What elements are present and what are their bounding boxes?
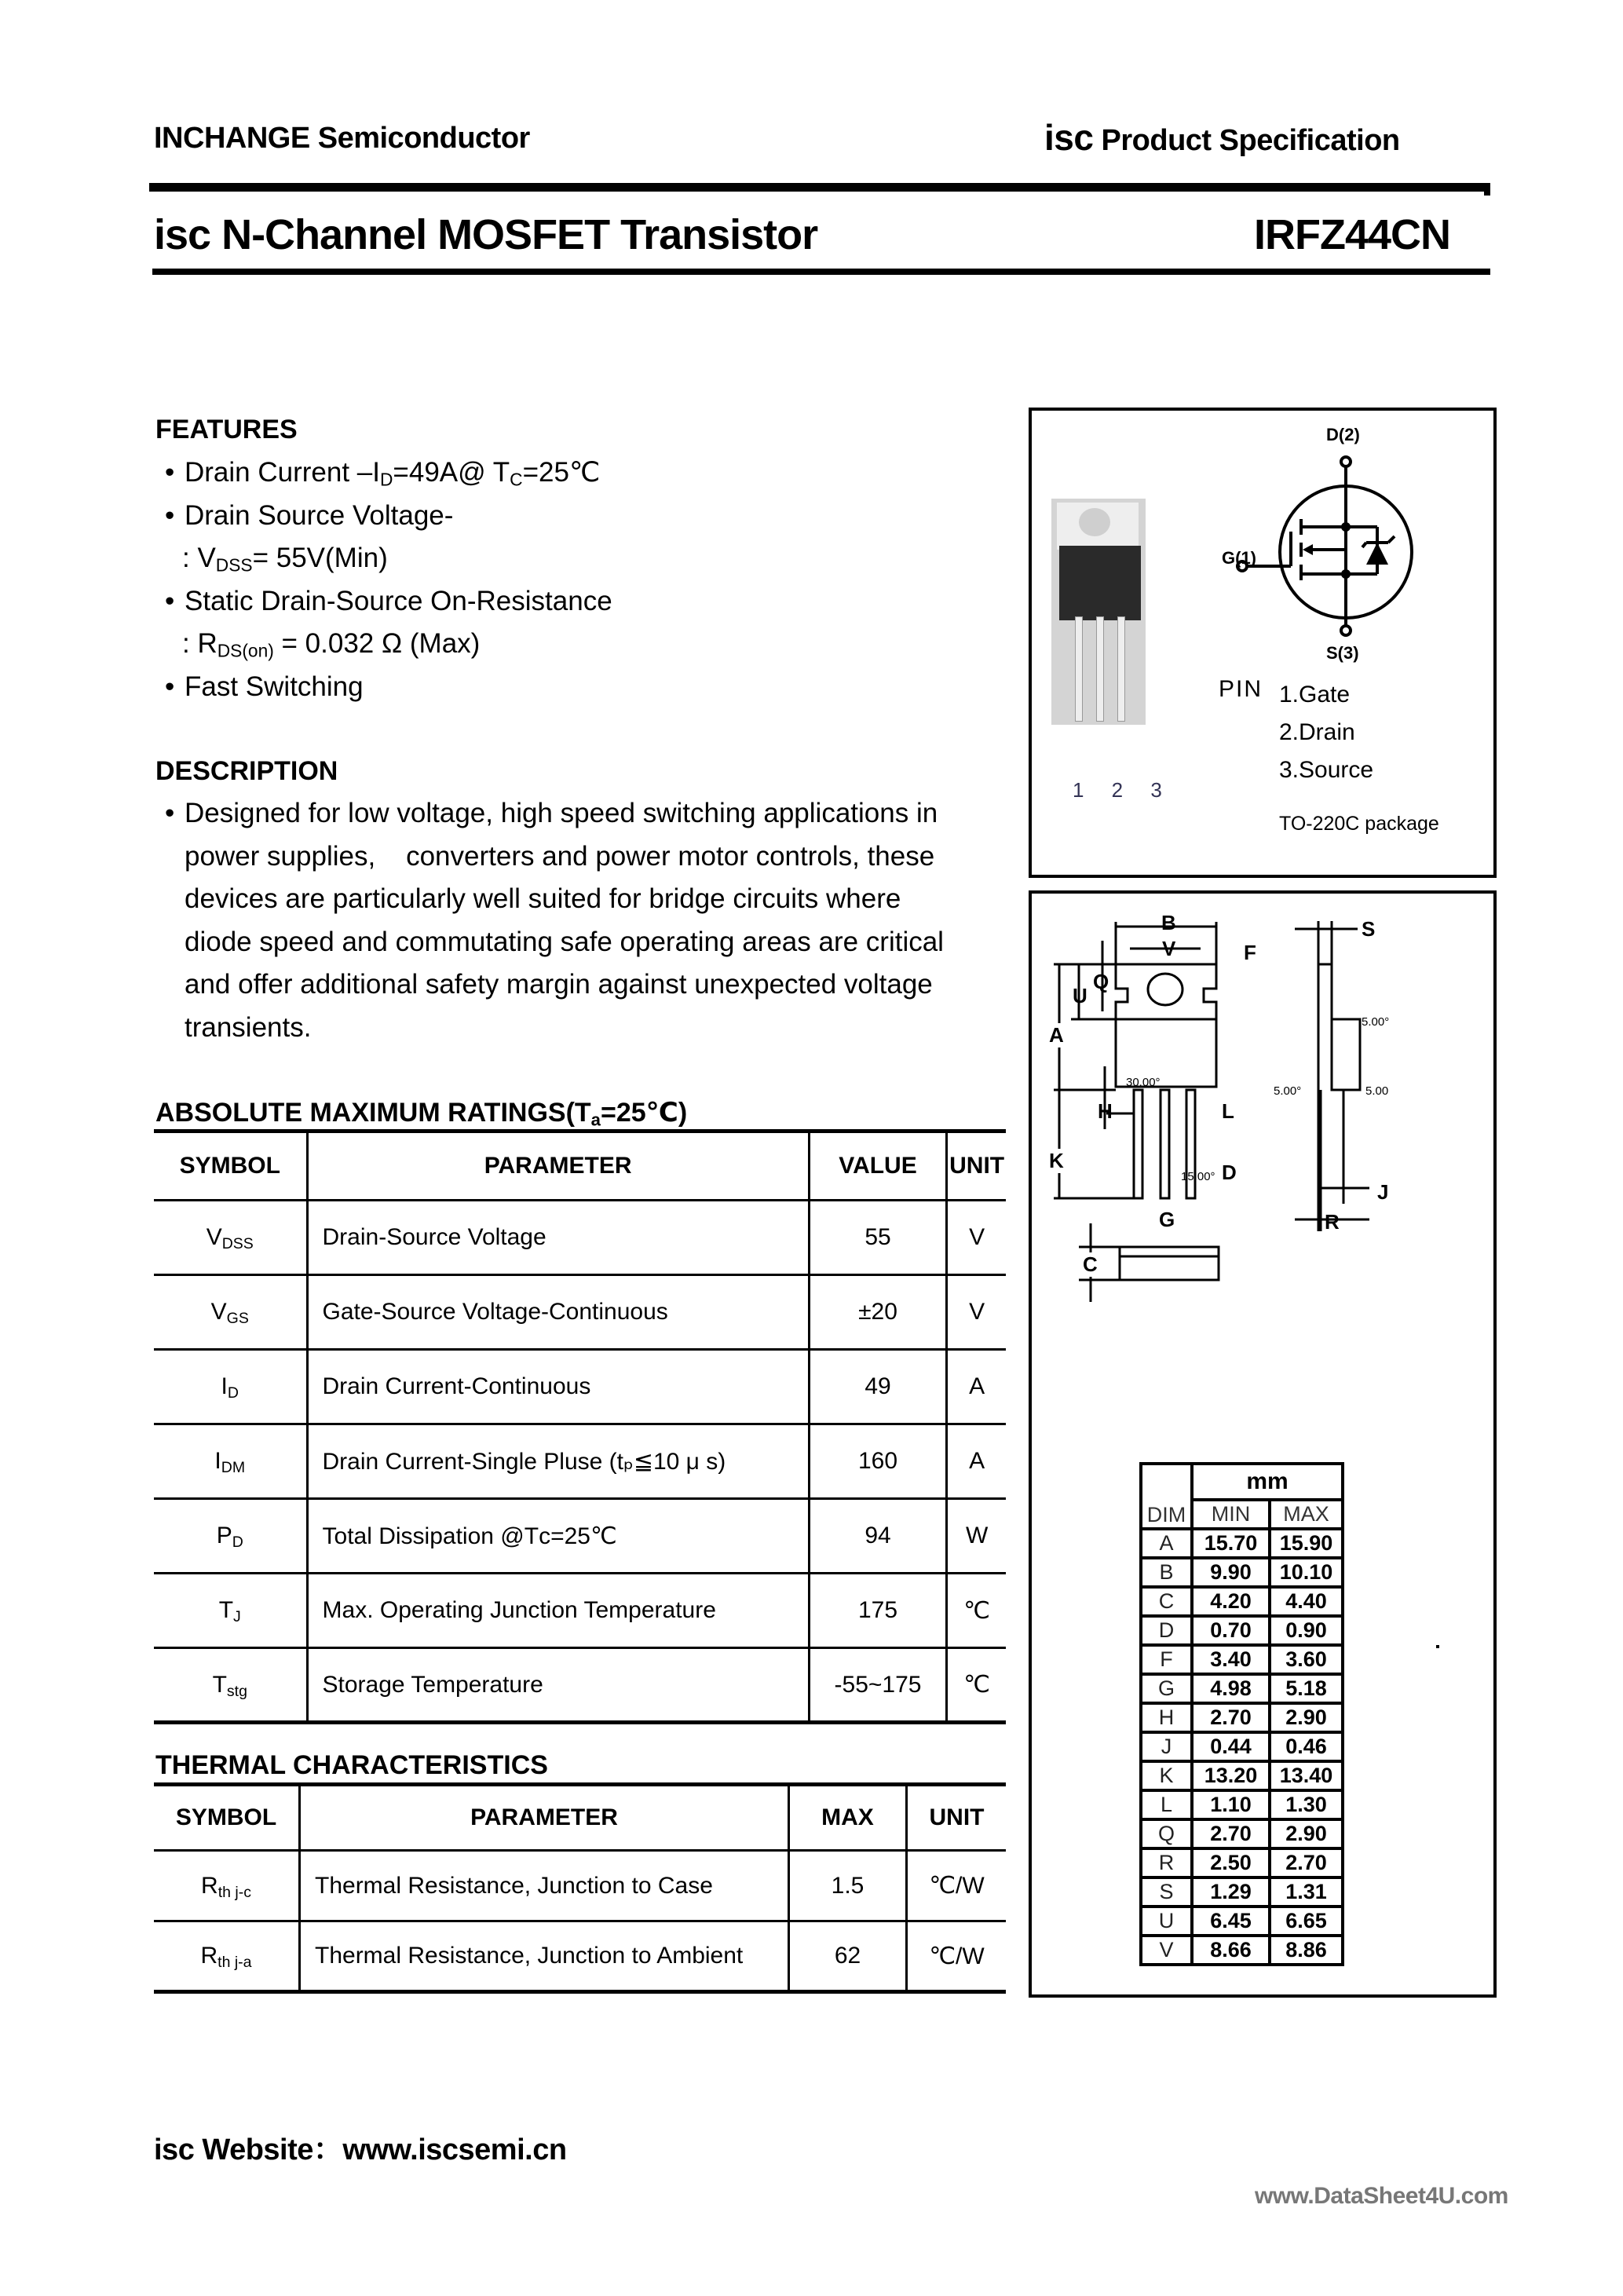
dim-letter: J <box>1141 1732 1192 1761</box>
unit-cell: V <box>947 1275 1006 1350</box>
unit-cell: ℃/W <box>907 1851 1007 1921</box>
pin-1: 1.Gate <box>1279 682 1351 707</box>
header-rule <box>149 183 1490 192</box>
dim-row <box>1141 1645 1343 1674</box>
dim-label-a: A <box>1049 1023 1064 1047</box>
parameter-cell: Max. Operating Junction Temperature <box>307 1574 809 1648</box>
symbol-cell: $R_{th j-c}$ <box>201 1872 251 1901</box>
dim-label-d: D <box>1222 1161 1237 1184</box>
dim-letter: H <box>1141 1703 1192 1732</box>
dimensions-panel <box>1029 890 1497 1998</box>
table-row <box>154 1275 1006 1350</box>
table-row <box>154 1499 1006 1574</box>
table-row <box>154 1201 1006 1275</box>
pin-list <box>1279 676 1373 789</box>
feature-item: • Fast Switching <box>165 666 950 709</box>
table-row <box>154 1921 1006 1992</box>
description-lines <box>185 792 1029 1049</box>
dim-max: 1.31 <box>1270 1877 1343 1907</box>
col-max: MAX <box>1270 1500 1343 1529</box>
feature-item: : $V_{DSS}= 55V(Min)$ <box>182 543 388 576</box>
dim-row <box>1141 1732 1343 1761</box>
dim-max: 4.40 <box>1270 1587 1343 1616</box>
dim-letter: F <box>1141 1645 1192 1674</box>
company-name: INCHANGE Semiconductor <box>154 122 530 155</box>
table-header-row <box>154 1132 1006 1201</box>
dim-min: 1.10 <box>1192 1790 1270 1819</box>
dim-min: 15.70 <box>1192 1529 1270 1558</box>
dim-label-q: Q <box>1093 970 1109 993</box>
dim-max: 15.90 <box>1270 1529 1343 1558</box>
col-symbol: SYMBOL <box>179 1153 280 1179</box>
col-unit: UNIT <box>947 1132 1006 1201</box>
dim-letter: U <box>1141 1907 1192 1936</box>
parameter-cell: Gate-Source Voltage-Continuous <box>307 1275 809 1350</box>
dim-max: 2.70 <box>1270 1848 1343 1877</box>
website-line <box>154 2125 567 2168</box>
dim-max: 13.40 <box>1270 1761 1343 1790</box>
unit-cell: ℃ <box>947 1648 1006 1723</box>
dim-row <box>1141 1558 1343 1587</box>
unit-cell: ℃ <box>947 1574 1006 1648</box>
pin-2: 2.Drain <box>1279 719 1355 745</box>
unit-cell: ℃/W <box>907 1921 1007 1992</box>
dim-label-k: K <box>1049 1149 1064 1172</box>
lead-3 <box>1117 616 1125 722</box>
dim-label-v: V <box>1162 937 1176 960</box>
parameter-cell: Thermal Resistance, Junction to Case <box>300 1851 789 1921</box>
dim-row <box>1141 1907 1343 1936</box>
angle-5-right: 5.00 <box>1365 1084 1389 1098</box>
thermal-heading: THERMAL CHARACTERISTICS <box>155 1750 548 1780</box>
description-body <box>165 792 1029 1049</box>
bullet: • <box>165 671 175 702</box>
dim-label-r: R <box>1325 1210 1340 1234</box>
feature-item: • Drain Current $-I_D=49A@$ $T_C=25℃$ <box>165 452 950 495</box>
dim-letter: B <box>1141 1558 1192 1587</box>
dim-max: 0.90 <box>1270 1616 1343 1645</box>
dim-label-h: H <box>1098 1099 1113 1123</box>
spec-text: Product Specification <box>1101 124 1400 157</box>
dim-max: 0.46 <box>1270 1732 1343 1761</box>
dim-min: 8.66 <box>1192 1936 1270 1965</box>
feature-item: : $R_{DS(on)} = 0.032$ Ω (Max) <box>182 628 481 661</box>
lead-2 <box>1096 616 1104 722</box>
dim-label-b: B <box>1161 911 1176 934</box>
dim-row <box>1141 1790 1343 1819</box>
dimension-table <box>1139 1462 1344 1966</box>
dim-row <box>1141 1761 1343 1790</box>
symbol-cell: $I_D$ <box>221 1373 239 1402</box>
dim-row <box>1141 1703 1343 1732</box>
dim-label-c: C <box>1083 1252 1098 1276</box>
value-cell: 175 <box>809 1574 947 1648</box>
dim-row <box>1141 1587 1343 1616</box>
source-label: S(3) <box>1326 643 1359 663</box>
dim-min: 9.90 <box>1192 1558 1270 1587</box>
dim-min: 1.29 <box>1192 1877 1270 1907</box>
value-cell: -55~175 <box>809 1648 947 1723</box>
angle-5-left: 5.00° <box>1274 1084 1302 1098</box>
bullet: • <box>165 457 175 488</box>
value-cell: 55 <box>809 1201 947 1275</box>
parameter-cell: Drain Current-Single Pluse (tₚ≦10 μ s) <box>307 1424 809 1499</box>
col-parameter: PARAMETER <box>300 1785 789 1851</box>
table-row <box>154 1851 1006 1921</box>
col-parameter: PARAMETER <box>307 1132 809 1201</box>
parameter-cell: Thermal Resistance, Junction to Ambient <box>300 1921 789 1992</box>
dim-label-j: J <box>1377 1180 1389 1204</box>
parameter-cell: Drain Current-Continuous <box>307 1350 809 1424</box>
unit-cell: A <box>947 1350 1006 1424</box>
dim-max: 3.60 <box>1270 1645 1343 1674</box>
dim-min: 6.45 <box>1192 1907 1270 1936</box>
col-unit: UNIT <box>907 1785 1007 1851</box>
description-line: diode speed and commutating safe operating areas are critical <box>185 926 944 957</box>
dim-letter: C <box>1141 1587 1192 1616</box>
feature-item: • Drain Source Voltage- <box>165 495 950 538</box>
dim-letter: S <box>1141 1877 1192 1907</box>
dim-letter: R <box>1141 1848 1192 1877</box>
description-line: transients. <box>185 1011 312 1043</box>
parameter-cell: Drain-Source Voltage <box>307 1201 809 1275</box>
dim-min: 4.98 <box>1192 1674 1270 1703</box>
dim-letter: D <box>1141 1616 1192 1645</box>
value-cell: 1.5 <box>789 1851 907 1921</box>
table-header-row <box>154 1785 1006 1851</box>
stray-dot <box>1436 1645 1439 1648</box>
description-line: Designed for low voltage, high speed switching applications in <box>185 798 938 828</box>
symbol-cell: $T_J$ <box>218 1597 241 1625</box>
description-line: devices are particularly well suited for bridge circuits where <box>185 883 901 914</box>
abs-max-table <box>154 1129 1006 1724</box>
value-cell: 62 <box>789 1921 907 1992</box>
dim-max: 1.30 <box>1270 1790 1343 1819</box>
website-url[interactable]: www.iscsemi.cn <box>342 2133 567 2166</box>
dim-label-s: S <box>1362 917 1376 941</box>
dim-max: 2.90 <box>1270 1703 1343 1732</box>
symbol-cell: $T_{stg}$ <box>212 1671 247 1700</box>
title-rule <box>152 269 1490 275</box>
angle-15: 15.00° <box>1181 1170 1215 1183</box>
unit-cell: A <box>947 1424 1006 1499</box>
col-symbol: SYMBOL <box>175 1804 277 1830</box>
description-line: power supplies, converters and power motor controls, these <box>185 840 935 872</box>
dim-row <box>1141 1616 1343 1645</box>
dim-letter: K <box>1141 1761 1192 1790</box>
part-number: IRFZ44CN <box>1254 211 1451 258</box>
dim-label-u: U <box>1073 984 1087 1007</box>
pin-3: 3.Source <box>1279 757 1374 783</box>
header-rule-tick <box>1484 183 1490 196</box>
lead-1 <box>1075 616 1083 722</box>
dim-min: 3.40 <box>1192 1645 1270 1674</box>
dim-unit-row <box>1141 1464 1343 1500</box>
dim-letter: A <box>1141 1529 1192 1558</box>
angle-30: 30.00° <box>1126 1076 1161 1089</box>
dim-min: 2.70 <box>1192 1819 1270 1848</box>
dim-row <box>1141 1819 1343 1848</box>
features-list <box>165 452 950 708</box>
package-label: TO-220C package <box>1279 813 1439 835</box>
dim-min: 4.20 <box>1192 1587 1270 1616</box>
dim-label-f: F <box>1244 941 1256 964</box>
dim-row <box>1141 1529 1343 1558</box>
dim-max: 8.86 <box>1270 1936 1343 1965</box>
dim-min: 13.20 <box>1192 1761 1270 1790</box>
dim-row <box>1141 1936 1343 1965</box>
drain-label: D(2) <box>1326 425 1360 444</box>
pin-numbers: 1 2 3 <box>1073 778 1173 802</box>
spec-label <box>1044 116 1400 159</box>
value-cell: 49 <box>809 1350 947 1424</box>
pinout-panel <box>1029 408 1497 878</box>
col-value: VALUE <box>809 1132 947 1201</box>
thermal-table <box>154 1782 1006 1994</box>
dim-min: 0.44 <box>1192 1732 1270 1761</box>
dim-max: 5.18 <box>1270 1674 1343 1703</box>
dim-letter: Q <box>1141 1819 1192 1848</box>
dim-letter: L <box>1141 1790 1192 1819</box>
spec-prefix: isc <box>1044 117 1094 158</box>
dim-label-g: G <box>1159 1208 1175 1231</box>
dim-row <box>1141 1674 1343 1703</box>
watermark: www.DataSheet4U.com <box>1255 2183 1508 2209</box>
dim-max: 2.90 <box>1270 1819 1343 1848</box>
description-heading: DESCRIPTION <box>155 756 338 786</box>
bullet: • <box>165 499 175 531</box>
mounting-hole <box>1079 508 1110 536</box>
parameter-cell: Total Dissipation @Tᴄ=25℃ <box>307 1499 809 1574</box>
dim-row <box>1141 1848 1343 1877</box>
symbol-cell: $V_{DSS}$ <box>206 1224 254 1252</box>
dim-min: 2.70 <box>1192 1703 1270 1732</box>
parameter-cell: Storage Temperature <box>307 1648 809 1723</box>
dim-min: 2.50 <box>1192 1848 1270 1877</box>
gate-label: G(1) <box>1222 548 1256 568</box>
col-min: MIN <box>1192 1500 1270 1529</box>
website-label: isc Website： <box>154 2133 343 2166</box>
dim-row <box>1141 1877 1343 1907</box>
product-type: isc N-Channel MOSFET Transistor <box>154 211 818 258</box>
col-dim: DIM <box>1141 1464 1192 1529</box>
unit-mm: mm <box>1192 1464 1343 1500</box>
description-line: and offer additional safety margin against unexpected voltage <box>185 969 933 1000</box>
dim-min: 0.70 <box>1192 1616 1270 1645</box>
symbol-cell: $P_D$ <box>216 1523 243 1551</box>
pin-heading: PIN <box>1219 676 1263 702</box>
feature-item: • Static Drain-Source On-Resistance <box>165 580 950 623</box>
unit-cell: W <box>947 1499 1006 1574</box>
dim-letter: V <box>1141 1936 1192 1965</box>
body <box>1059 546 1141 620</box>
dim-max: 10.10 <box>1270 1558 1343 1587</box>
table-row <box>154 1424 1006 1499</box>
bullet: • <box>165 585 175 616</box>
table-row <box>154 1648 1006 1723</box>
symbol-cell: $V_{GS}$ <box>210 1299 249 1327</box>
dim-label-l: L <box>1222 1099 1234 1123</box>
abs-max-heading: ABSOLUTE MAXIMUM $RATINGS(T_a=25℃)$ <box>155 1098 688 1130</box>
table-row <box>154 1574 1006 1648</box>
col-max: MAX <box>789 1785 907 1851</box>
symbol-cell: $I_{DM}$ <box>214 1448 246 1476</box>
unit-cell: V <box>947 1201 1006 1275</box>
dim-max: 6.65 <box>1270 1907 1343 1936</box>
table-row <box>154 1350 1006 1424</box>
bullet: • <box>165 798 175 828</box>
dim-letter: G <box>1141 1674 1192 1703</box>
value-cell: 94 <box>809 1499 947 1574</box>
value-cell: 160 <box>809 1424 947 1499</box>
features-heading: FEATURES <box>155 415 298 444</box>
angle-5-top: 5.00° <box>1362 1015 1390 1029</box>
symbol-cell: $R_{th j-a}$ <box>200 1943 252 1971</box>
transistor-photo <box>1051 499 1146 725</box>
value-cell: ±20 <box>809 1275 947 1350</box>
